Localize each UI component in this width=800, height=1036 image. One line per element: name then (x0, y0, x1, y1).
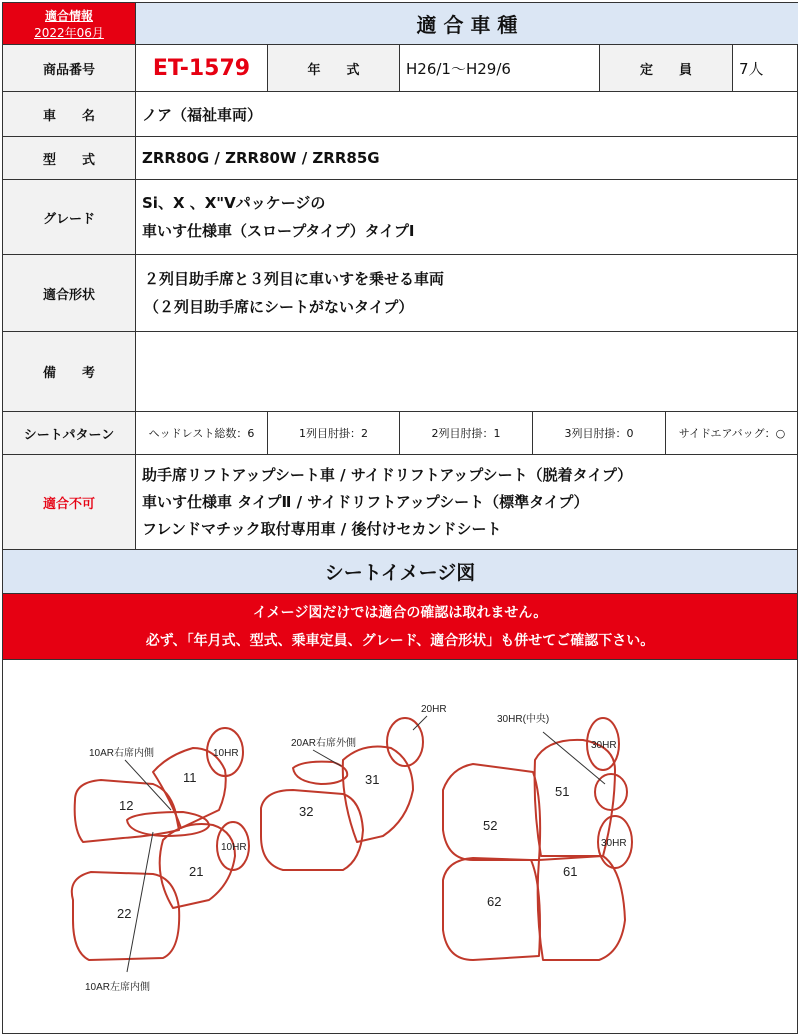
vehicle-name: ノア（福祉車両） (142, 105, 263, 124)
incompatible-label: 適合不可 (3, 455, 136, 549)
product-number-label: 商品番号 (3, 45, 136, 91)
headrest-count: ヘッドレスト総数：6 (136, 412, 268, 454)
seat-label-52: 52 (483, 818, 498, 833)
year-label: 年 式 (268, 45, 400, 91)
incompatible-item: フレンドマチック取付専用車 / 後付けセカンドシート (142, 519, 502, 538)
seat-pattern-row (3, 412, 797, 455)
remarks-label: 備 考 (3, 332, 136, 411)
model-label: 型 式 (3, 137, 136, 179)
grade-line-1: Si、X 、X"Vパッケージの (142, 194, 326, 212)
fit-shape-line-1: ２列目助手席と３列目に車いすを乗せる車両 (144, 270, 445, 288)
capacity-label: 定 員 (600, 45, 733, 91)
callout-leader (127, 832, 153, 972)
incompatible-item: 助手席リフトアップシート車 / サイドリフトアップシート（脱着タイプ） (142, 465, 633, 484)
capacity-value: 7人 (739, 59, 764, 78)
vehicle-name-row (3, 92, 797, 137)
callout-leader (313, 750, 341, 766)
seat-label-21: 21 (189, 864, 204, 879)
row2-armrest: 2列目肘掛：1 (400, 412, 533, 454)
seat-label-61: 61 (563, 864, 578, 879)
seat-31-backrest (343, 747, 413, 843)
row3-armrest: 3列目肘掛：0 (533, 412, 666, 454)
callout-20hr: 20HR (421, 704, 447, 715)
seat-32-cushion (261, 790, 363, 870)
badge-date: 2022年06月 (34, 25, 104, 40)
remarks-row (3, 332, 797, 412)
fit-shape-row (3, 255, 797, 332)
seat-62-cushion (443, 858, 540, 960)
warning-line-1: イメージ図だけでは適合の確認は取れません。 (252, 604, 548, 621)
incompatible-item: 車いす仕様車 タイプⅡ / サイドリフトアップシート（標準タイプ） (142, 492, 589, 511)
incompatible-list (136, 455, 798, 549)
model-value: ZRR80G / ZRR80W / ZRR85G (142, 149, 380, 167)
callout-30hr-center: 30HR(中央) (497, 714, 550, 725)
seat-11-backrest (153, 748, 226, 828)
grade-row (3, 180, 797, 255)
vehicle-name-label: 車 名 (3, 92, 136, 136)
label-30hr-right: 30HR (601, 838, 627, 849)
seat-label-32: 32 (299, 804, 314, 819)
seat-label-62: 62 (487, 894, 502, 909)
seat-label-31: 31 (365, 772, 380, 787)
seat-label-11: 11 (183, 770, 197, 785)
seat-label-51: 51 (555, 784, 570, 799)
model-row (3, 137, 797, 180)
label-10hr-second: 10HR (221, 842, 247, 853)
seat-image-title: シートイメージ図 (3, 550, 797, 594)
grade-line-2: 車いす仕様車（スロープタイプ）タイプⅠ (142, 222, 415, 240)
seat-61-cushion (538, 856, 625, 960)
seat-52-backrest (443, 764, 540, 860)
fit-shape-label: 適合形状 (3, 255, 136, 331)
label-30hr-left: 30HR (591, 740, 617, 751)
year-value: H26/1～H29/6 (400, 45, 600, 91)
grade-label: グレード (3, 180, 136, 254)
grade-value (136, 180, 798, 254)
product-row (3, 45, 797, 92)
warning-banner (3, 594, 797, 660)
row1-armrest: 1列目肘掛：2 (268, 412, 400, 454)
badge-title: 適合情報 (44, 8, 93, 23)
callout-20ar: 20AR右席外側 (291, 738, 357, 749)
warning-line-2: 必ず、「年月式、型式、乗車定員、グレード、適合形状」も併せてご確認下さい。 (145, 632, 655, 649)
incompatible-row (3, 455, 797, 550)
seat-pattern-label: シートパターン (3, 412, 136, 454)
info-badge (3, 3, 136, 44)
seat-label-12: 12 (119, 798, 134, 813)
product-number: ET-1579 (136, 45, 268, 91)
seat-label-22: 22 (117, 906, 132, 921)
seat-diagram (3, 660, 797, 1033)
remarks-value (136, 332, 798, 411)
side-airbag: サイドエアバッグ：○ (678, 427, 786, 440)
fit-shape-value (136, 255, 798, 331)
callout-10ar-left: 10AR左席内側 (85, 982, 151, 993)
label-10hr-front: 10HR (213, 748, 239, 759)
fitment-sheet (2, 2, 798, 1034)
header-title: 適 合 車 種 (136, 3, 798, 44)
callout-10ar-right: 10AR右席内側 (89, 748, 155, 759)
fit-shape-line-2: （２列目助手席にシートがないタイプ） (144, 298, 414, 316)
header-row (3, 3, 797, 45)
